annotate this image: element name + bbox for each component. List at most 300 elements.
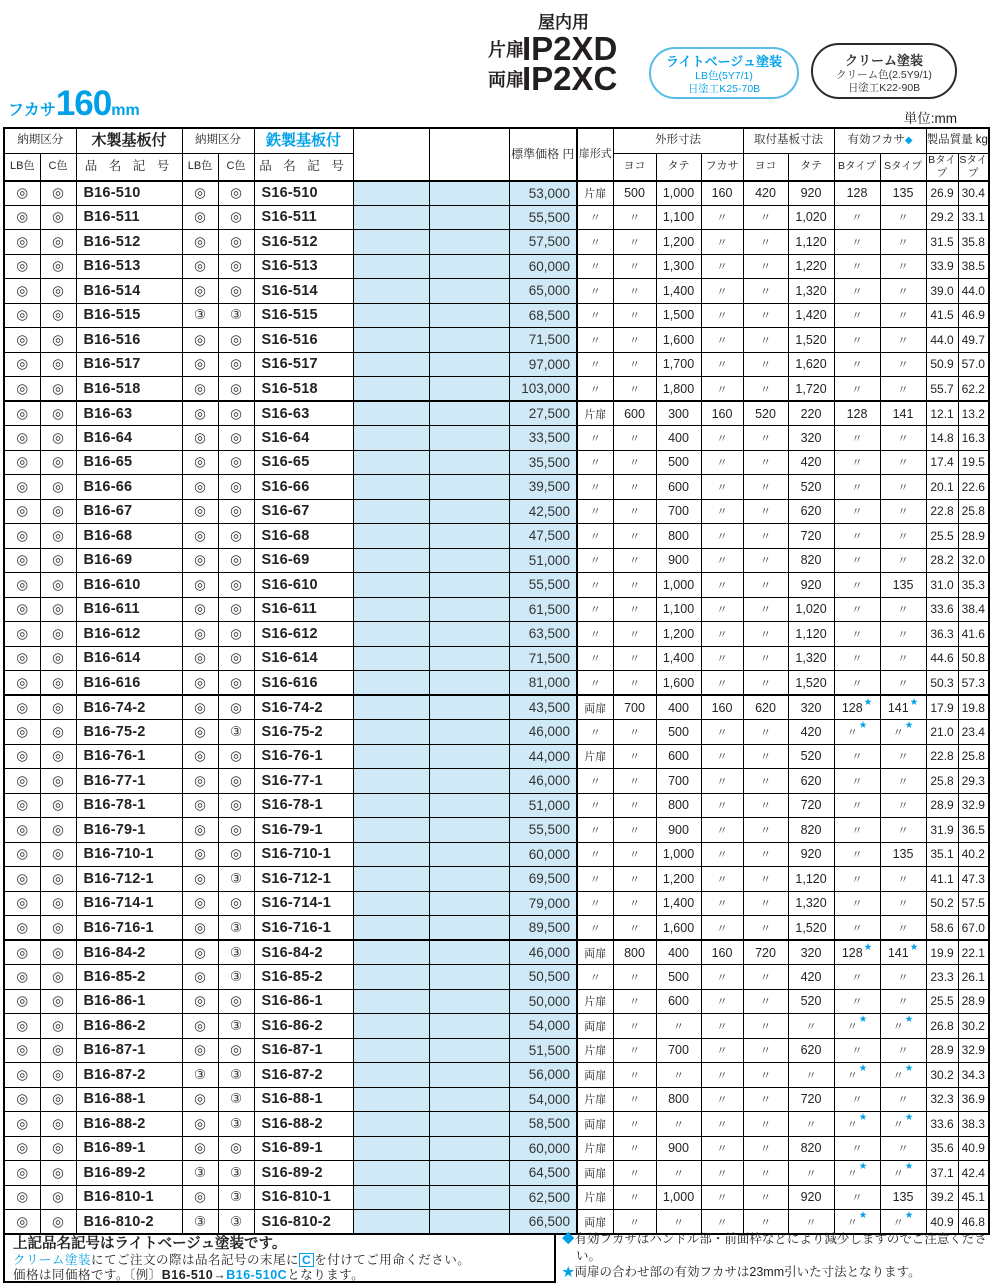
delivery-mark-steel-c: ◎ xyxy=(218,254,254,279)
delivery-mark-steel-lb: ◎ xyxy=(182,401,218,426)
weight-b-cell: 22.8 xyxy=(926,499,958,524)
steel-product-code: S16-518 xyxy=(254,377,353,402)
delivery-mark-steel-c: ◎ xyxy=(218,695,254,720)
effective-depth-b-cell: 〃 xyxy=(834,793,880,818)
outer-height-cell: 1,600 xyxy=(656,916,701,941)
weight-b-cell: 33.9 xyxy=(926,254,958,279)
outer-height-cell: 1,600 xyxy=(656,671,701,696)
mount-height-cell: 420 xyxy=(788,720,834,745)
price-cell: 46,000 xyxy=(509,769,577,794)
outer-height-cell: 800 xyxy=(656,524,701,549)
paint-note-line2 xyxy=(13,1253,546,1269)
delivery-mark-steel-c: ◎ xyxy=(218,744,254,769)
steel-product-code: S16-69 xyxy=(254,548,353,573)
header-steel-base: 鉄製基板付 xyxy=(254,128,353,153)
delivery-mark-steel-c: ◎ xyxy=(218,769,254,794)
price-cell: 71,500 xyxy=(509,646,577,671)
delivery-mark-wood-c: ◎ xyxy=(40,181,76,206)
delivery-mark-wood-lb: ◎ xyxy=(4,891,40,916)
depth-label: フカサ xyxy=(8,102,56,119)
weight-s-cell: 30.2 xyxy=(958,1014,989,1039)
wood-product-code: B16-611 xyxy=(76,597,182,622)
delivery-mark-steel-lb: ◎ xyxy=(182,769,218,794)
delivery-mark-wood-lb: ◎ xyxy=(4,1136,40,1161)
door-type-cell: 〃 xyxy=(577,475,613,500)
weight-b-cell: 39.0 xyxy=(926,279,958,304)
arrow-glyph: → xyxy=(213,1268,227,1282)
weight-b-cell: 39.2 xyxy=(926,1185,958,1210)
wood-product-code: B16-616 xyxy=(76,671,182,696)
table-row xyxy=(4,916,989,941)
weight-s-cell: 38.5 xyxy=(958,254,989,279)
mount-width-cell: 〃 xyxy=(743,671,788,696)
unit-note: 単位:mm xyxy=(903,111,957,126)
delivery-mark-steel-c: ③ xyxy=(218,916,254,941)
blank-cell-1 xyxy=(353,769,429,794)
outer-height-cell: 1,300 xyxy=(656,254,701,279)
header-outer-dims: 外形寸法 xyxy=(613,128,743,153)
outer-width-cell: 〃 xyxy=(613,1063,656,1088)
blank-cell-2 xyxy=(429,646,509,671)
steel-product-code: S16-85-2 xyxy=(254,965,353,990)
delivery-mark-wood-lb: ◎ xyxy=(4,1112,40,1137)
delivery-mark-wood-lb: ◎ xyxy=(4,867,40,892)
mount-width-cell: 〃 xyxy=(743,965,788,990)
steel-product-code: S16-86-2 xyxy=(254,1014,353,1039)
star-bullet: ★ xyxy=(562,1265,575,1279)
blank-cell-1 xyxy=(353,499,429,524)
header-delivery-wood: 納期区分 xyxy=(4,128,76,153)
model-ip2xc: IP2XC xyxy=(522,60,618,97)
outer-height-cell: 1,000 xyxy=(656,842,701,867)
weight-b-cell: 25.5 xyxy=(926,524,958,549)
door-type-cell: 〃 xyxy=(577,965,613,990)
effective-depth-s-cell: 〃 xyxy=(880,377,926,402)
weight-b-cell: 25.8 xyxy=(926,769,958,794)
outer-height-cell: 〃 xyxy=(656,1112,701,1137)
price-cell: 60,000 xyxy=(509,254,577,279)
delivery-mark-wood-c: ◎ xyxy=(40,1063,76,1088)
outer-width-cell: 600 xyxy=(613,401,656,426)
blank-cell-1 xyxy=(353,1063,429,1088)
effective-depth-b-cell: 〃 xyxy=(834,328,880,353)
delivery-mark-steel-lb: ◎ xyxy=(182,597,218,622)
steel-product-code: S16-87-1 xyxy=(254,1038,353,1063)
star-mark: ★ xyxy=(863,696,873,708)
mount-height-cell: 1,320 xyxy=(788,279,834,304)
door-type-cell: 〃 xyxy=(577,279,613,304)
effective-depth-b-cell: 128 xyxy=(834,401,880,426)
wood-product-code: B16-63 xyxy=(76,401,182,426)
weight-b-cell: 50.2 xyxy=(926,891,958,916)
door-type-cell: 〃 xyxy=(577,450,613,475)
wood-product-code: B16-75-2 xyxy=(76,720,182,745)
table-row xyxy=(4,1063,989,1088)
outer-depth-cell: 〃 xyxy=(701,744,743,769)
outer-depth-cell: 〃 xyxy=(701,1210,743,1235)
delivery-mark-steel-c: ◎ xyxy=(218,646,254,671)
weight-b-cell: 26.8 xyxy=(926,1014,958,1039)
mount-width-cell: 〃 xyxy=(743,769,788,794)
outer-width-cell: 〃 xyxy=(613,279,656,304)
weight-b-cell: 21.0 xyxy=(926,720,958,745)
mount-width-cell: 〃 xyxy=(743,303,788,328)
steel-product-code: S16-511 xyxy=(254,205,353,230)
header-lb-steel: LB色 xyxy=(182,153,218,181)
model-double-row xyxy=(488,60,618,97)
note-line2-post: を付けてご用命ください。 xyxy=(314,1252,471,1267)
outer-depth-cell: 〃 xyxy=(701,671,743,696)
mount-width-cell: 〃 xyxy=(743,254,788,279)
effective-depth-b-cell: 〃 xyxy=(834,230,880,255)
mount-width-cell: 〃 xyxy=(743,989,788,1014)
outer-width-cell: 〃 xyxy=(613,1014,656,1039)
mount-height-cell: 720 xyxy=(788,524,834,549)
price-cell: 97,000 xyxy=(509,352,577,377)
blank-cell-2 xyxy=(429,965,509,990)
light-beige-paint-badge xyxy=(649,47,799,99)
table-row xyxy=(4,891,989,916)
wood-product-code: B16-512 xyxy=(76,230,182,255)
price-cell: 57,500 xyxy=(509,230,577,255)
outer-depth-cell: 〃 xyxy=(701,230,743,255)
wood-product-code: B16-76-1 xyxy=(76,744,182,769)
wood-product-code: B16-511 xyxy=(76,205,182,230)
outer-height-cell: 1,400 xyxy=(656,279,701,304)
outer-width-cell: 〃 xyxy=(613,965,656,990)
mount-height-cell: 520 xyxy=(788,744,834,769)
blank-cell-2 xyxy=(429,1014,509,1039)
header-stype-weight: Sタイプ xyxy=(959,153,988,179)
blank-cell-2 xyxy=(429,940,509,965)
delivery-mark-wood-c: ◎ xyxy=(40,475,76,500)
weight-s-cell: 19.8 xyxy=(958,695,989,720)
weight-b-cell: 50.9 xyxy=(926,352,958,377)
blank-cell-1 xyxy=(353,1014,429,1039)
outer-height-cell: 400 xyxy=(656,426,701,451)
mount-height-cell: 820 xyxy=(788,1136,834,1161)
table-row xyxy=(4,303,989,328)
delivery-mark-wood-c: ◎ xyxy=(40,769,76,794)
weight-s-cell: 32.0 xyxy=(958,548,989,573)
weight-s-cell: 47.3 xyxy=(958,867,989,892)
wood-product-code: B16-514 xyxy=(76,279,182,304)
outer-depth-cell: 〃 xyxy=(701,499,743,524)
steel-product-code: S16-88-1 xyxy=(254,1087,353,1112)
delivery-mark-wood-lb: ◎ xyxy=(4,1063,40,1088)
blank-cell-1 xyxy=(353,1185,429,1210)
outer-depth-cell: 〃 xyxy=(701,891,743,916)
delivery-mark-wood-c: ◎ xyxy=(40,1014,76,1039)
table-row xyxy=(4,499,989,524)
door-type-cell: 片扉 xyxy=(577,181,613,206)
mount-width-cell: 〃 xyxy=(743,720,788,745)
effective-depth-b-cell: 〃 xyxy=(834,573,880,598)
blank-cell-1 xyxy=(353,622,429,647)
price-cell: 62,500 xyxy=(509,1185,577,1210)
table-row xyxy=(4,597,989,622)
delivery-mark-steel-c: ◎ xyxy=(218,622,254,647)
blank-cell-2 xyxy=(429,1063,509,1088)
outer-width-cell: 〃 xyxy=(613,524,656,549)
effective-depth-b-cell: 〃 xyxy=(834,205,880,230)
header-wood-base: 木製基板付 xyxy=(76,128,182,153)
price-cell: 46,000 xyxy=(509,720,577,745)
outer-depth-cell: 〃 xyxy=(701,597,743,622)
delivery-mark-wood-c: ◎ xyxy=(40,940,76,965)
price-cell: 56,000 xyxy=(509,1063,577,1088)
effective-depth-s-cell: 135 xyxy=(880,1185,926,1210)
outer-depth-cell: 〃 xyxy=(701,450,743,475)
wood-product-code: B16-517 xyxy=(76,352,182,377)
wood-product-code: B16-87-1 xyxy=(76,1038,182,1063)
weight-s-cell: 34.3 xyxy=(958,1063,989,1088)
delivery-mark-wood-c: ◎ xyxy=(40,1185,76,1210)
mount-width-cell: 〃 xyxy=(743,646,788,671)
delivery-mark-steel-lb: ◎ xyxy=(182,548,218,573)
outer-depth-cell: 〃 xyxy=(701,303,743,328)
effective-depth-b-cell: 〃 xyxy=(834,548,880,573)
mount-width-cell: 〃 xyxy=(743,867,788,892)
table-row xyxy=(4,965,989,990)
delivery-mark-steel-lb: ③ xyxy=(182,1063,218,1088)
outer-depth-cell: 〃 xyxy=(701,646,743,671)
delivery-mark-steel-c: ◎ xyxy=(218,671,254,696)
star-mark: ★ xyxy=(904,1209,914,1221)
effective-depth-b-cell: 〃★ xyxy=(834,1112,880,1137)
weight-s-cell: 28.9 xyxy=(958,989,989,1014)
blank-cell-1 xyxy=(353,695,429,720)
blank-cell-1 xyxy=(353,475,429,500)
header-mount-w: ヨコ xyxy=(743,153,788,181)
effective-depth-b-cell: 〃 xyxy=(834,744,880,769)
weight-b-cell: 17.4 xyxy=(926,450,958,475)
effective-depth-b-cell: 128★ xyxy=(834,940,880,965)
steel-product-code: S16-64 xyxy=(254,426,353,451)
wood-product-code: B16-515 xyxy=(76,303,182,328)
mount-height-cell: 1,220 xyxy=(788,254,834,279)
price-cell: 27,500 xyxy=(509,401,577,426)
effective-depth-s-cell: 141★ xyxy=(880,940,926,965)
blank-cell-1 xyxy=(353,989,429,1014)
outer-depth-cell: 〃 xyxy=(701,965,743,990)
wood-product-code: B16-68 xyxy=(76,524,182,549)
door-type-cell: 片扉 xyxy=(577,1038,613,1063)
wood-product-code: B16-714-1 xyxy=(76,891,182,916)
table-row xyxy=(4,352,989,377)
outer-width-cell: 〃 xyxy=(613,499,656,524)
outer-width-cell: 〃 xyxy=(613,1112,656,1137)
effective-depth-b-cell: 〃 xyxy=(834,916,880,941)
table-row xyxy=(4,1038,989,1063)
table-row xyxy=(4,818,989,843)
blank-cell-1 xyxy=(353,965,429,990)
blank-cell-1 xyxy=(353,744,429,769)
delivery-mark-wood-lb: ◎ xyxy=(4,744,40,769)
price-cell: 55,500 xyxy=(509,573,577,598)
delivery-mark-wood-c: ◎ xyxy=(40,279,76,304)
outer-depth-cell: 〃 xyxy=(701,1112,743,1137)
effective-depth-s-cell: 〃 xyxy=(880,450,926,475)
c-suffix-box: C xyxy=(299,1253,314,1267)
outer-depth-cell: 〃 xyxy=(701,1038,743,1063)
weight-s-cell: 13.2 xyxy=(958,401,989,426)
star-mark: ★ xyxy=(858,1209,868,1221)
wood-product-code: B16-513 xyxy=(76,254,182,279)
header-btype-weight: Bタイプ xyxy=(926,153,958,181)
delivery-mark-steel-c: ◎ xyxy=(218,524,254,549)
mount-height-cell: 920 xyxy=(788,1185,834,1210)
weight-s-cell: 41.6 xyxy=(958,622,989,647)
outer-depth-cell: 〃 xyxy=(701,769,743,794)
paint-note-line3 xyxy=(13,1268,546,1284)
weight-s-cell: 30.4 xyxy=(958,181,989,206)
outer-width-cell: 〃 xyxy=(613,352,656,377)
mount-height-cell: 420 xyxy=(788,450,834,475)
blank-cell-2 xyxy=(429,891,509,916)
door-type-cell: 〃 xyxy=(577,891,613,916)
delivery-mark-steel-lb: ◎ xyxy=(182,1136,218,1161)
weight-b-cell: 31.0 xyxy=(926,573,958,598)
star-mark: ★ xyxy=(858,1160,868,1172)
blank-cell-2 xyxy=(429,1112,509,1137)
blank-cell-2 xyxy=(429,524,509,549)
outer-depth-cell: 〃 xyxy=(701,720,743,745)
blank-cell-2 xyxy=(429,695,509,720)
effective-depth-b-cell: 〃 xyxy=(834,377,880,402)
star-mark: ★ xyxy=(904,1160,914,1172)
delivery-mark-wood-lb: ◎ xyxy=(4,1014,40,1039)
delivery-mark-steel-lb: ◎ xyxy=(182,793,218,818)
star-mark: ★ xyxy=(858,1013,868,1025)
steel-product-code: S16-612 xyxy=(254,622,353,647)
mount-width-cell: 520 xyxy=(743,401,788,426)
delivery-mark-steel-c: ◎ xyxy=(218,548,254,573)
effective-depth-s-cell: 〃 xyxy=(880,328,926,353)
mount-width-cell: 〃 xyxy=(743,377,788,402)
blank-cell-1 xyxy=(353,1112,429,1137)
effective-depth-b-cell: 〃 xyxy=(834,646,880,671)
blank-cell-1 xyxy=(353,793,429,818)
delivery-mark-wood-c: ◎ xyxy=(40,303,76,328)
steel-product-code: S16-716-1 xyxy=(254,916,353,941)
mount-height-cell: 1,520 xyxy=(788,671,834,696)
outer-depth-cell: 〃 xyxy=(701,622,743,647)
header-btype-depth: Bタイプ xyxy=(834,153,880,181)
mount-width-cell: 〃 xyxy=(743,230,788,255)
price-cell: 55,500 xyxy=(509,205,577,230)
wood-product-code: B16-69 xyxy=(76,548,182,573)
effective-depth-b-cell: 〃 xyxy=(834,426,880,451)
weight-b-cell: 28.2 xyxy=(926,548,958,573)
outer-height-cell: 600 xyxy=(656,475,701,500)
steel-product-code: S16-611 xyxy=(254,597,353,622)
door-type-cell: 〃 xyxy=(577,646,613,671)
delivery-mark-wood-c: ◎ xyxy=(40,230,76,255)
price-cell: 65,000 xyxy=(509,279,577,304)
mount-height-cell: 1,320 xyxy=(788,891,834,916)
delivery-mark-wood-lb: ◎ xyxy=(4,450,40,475)
blank-cell-1 xyxy=(353,940,429,965)
delivery-mark-wood-c: ◎ xyxy=(40,1112,76,1137)
outer-width-cell: 〃 xyxy=(613,867,656,892)
mount-width-cell: 720 xyxy=(743,940,788,965)
effective-depth-note xyxy=(562,1231,990,1264)
outer-width-cell: 〃 xyxy=(613,769,656,794)
blank-cell-1 xyxy=(353,646,429,671)
header-outer-d: フカサ xyxy=(701,153,743,181)
steel-product-code: S16-88-2 xyxy=(254,1112,353,1137)
effective-depth-b-cell: 〃 xyxy=(834,842,880,867)
delivery-mark-wood-lb: ◎ xyxy=(4,769,40,794)
price-cell: 44,000 xyxy=(509,744,577,769)
delivery-mark-steel-c: ③ xyxy=(218,1087,254,1112)
blank-cell-1 xyxy=(353,1087,429,1112)
blank-cell-2 xyxy=(429,205,509,230)
price-cell: 79,000 xyxy=(509,891,577,916)
weight-s-cell: 22.6 xyxy=(958,475,989,500)
outer-height-cell: 〃 xyxy=(656,1210,701,1235)
effective-depth-b-cell: 〃 xyxy=(834,450,880,475)
wood-product-code: B16-67 xyxy=(76,499,182,524)
table-body xyxy=(4,181,989,1235)
delivery-mark-wood-lb: ◎ xyxy=(4,524,40,549)
door-type-cell: 〃 xyxy=(577,328,613,353)
door-type-cell: 片扉 xyxy=(577,744,613,769)
delivery-mark-wood-lb: ◎ xyxy=(4,1038,40,1063)
mount-width-cell: 〃 xyxy=(743,597,788,622)
outer-width-cell: 〃 xyxy=(613,230,656,255)
weight-b-cell: 14.8 xyxy=(926,426,958,451)
steel-product-code: S16-513 xyxy=(254,254,353,279)
table-row xyxy=(4,646,989,671)
outer-width-cell: 〃 xyxy=(613,597,656,622)
delivery-mark-steel-lb: ◎ xyxy=(182,842,218,867)
blank-cell-2 xyxy=(429,328,509,353)
outer-width-cell: 〃 xyxy=(613,1038,656,1063)
door-type-cell: 〃 xyxy=(577,548,613,573)
effective-depth-b-cell: 〃 xyxy=(834,303,880,328)
outer-height-cell: 800 xyxy=(656,1087,701,1112)
outer-width-cell: 〃 xyxy=(613,377,656,402)
delivery-mark-wood-c: ◎ xyxy=(40,793,76,818)
header-name-steel: 品 名 記 号 xyxy=(254,153,353,181)
blank-cell-1 xyxy=(353,1210,429,1235)
delivery-mark-steel-c: ③ xyxy=(218,1014,254,1039)
outer-depth-cell: 〃 xyxy=(701,524,743,549)
mount-height-cell: 1,120 xyxy=(788,230,834,255)
effective-depth-b-cell: 〃★ xyxy=(834,1161,880,1186)
outer-width-cell: 〃 xyxy=(613,744,656,769)
star-mark: ★ xyxy=(863,941,873,953)
delivery-mark-steel-c: ③ xyxy=(218,940,254,965)
wood-product-code: B16-66 xyxy=(76,475,182,500)
mount-height-cell: 320 xyxy=(788,695,834,720)
header-outer-h: タテ xyxy=(656,153,701,181)
delivery-mark-steel-c: ◎ xyxy=(218,328,254,353)
delivery-mark-wood-lb: ◎ xyxy=(4,695,40,720)
delivery-mark-steel-lb: ◎ xyxy=(182,965,218,990)
door-type-cell: 両扉 xyxy=(577,940,613,965)
diamond-mark: ◆ xyxy=(904,135,913,147)
door-type-cell: 片扉 xyxy=(577,401,613,426)
mount-height-cell: 〃 xyxy=(788,1210,834,1235)
delivery-mark-steel-lb: ◎ xyxy=(182,646,218,671)
delivery-mark-steel-lb: ◎ xyxy=(182,475,218,500)
delivery-mark-steel-c: ◎ xyxy=(218,989,254,1014)
mount-height-cell: 820 xyxy=(788,548,834,573)
outer-height-cell: 900 xyxy=(656,818,701,843)
